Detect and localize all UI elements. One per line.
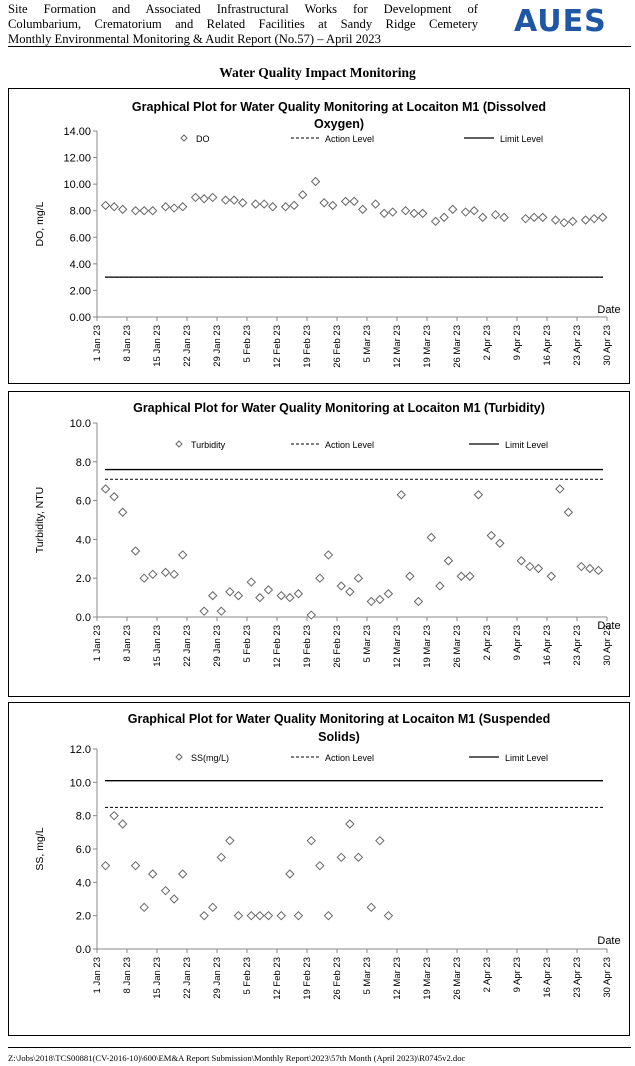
- x-tick-label: 8 Jan 23: [122, 625, 133, 662]
- x-tick-label: 29 Jan 23: [212, 325, 223, 367]
- chart-turbidity: [9, 392, 631, 698]
- footer-divider: [8, 1047, 631, 1048]
- chart-title-line: Solids): [318, 730, 360, 744]
- x-tick-label: 22 Jan 23: [182, 625, 193, 667]
- x-tick-label: 16 Apr 23: [542, 957, 553, 998]
- data-point: [102, 201, 110, 209]
- x-tick-label: 19 Mar 23: [422, 325, 433, 368]
- y-tick-label: 10.0: [69, 777, 91, 790]
- data-point: [402, 207, 410, 215]
- x-tick-label: 29 Jan 23: [212, 625, 223, 667]
- legend-label-series: DO: [196, 134, 210, 144]
- data-point: [552, 216, 560, 224]
- x-tick-label: 16 Apr 23: [542, 325, 553, 366]
- x-tick-label: 16 Apr 23: [542, 625, 553, 666]
- y-tick-label: 2.00: [69, 285, 91, 298]
- y-tick-label: 0.0: [75, 944, 91, 956]
- legend-marker-series: [176, 754, 182, 760]
- data-point: [217, 607, 225, 615]
- data-point: [170, 204, 178, 212]
- data-point: [170, 895, 178, 903]
- data-point: [226, 837, 234, 845]
- data-point: [440, 213, 448, 221]
- x-tick-label: 19 Feb 23: [302, 625, 313, 668]
- x-tick-label: 12 Feb 23: [272, 957, 283, 1000]
- x-tick-label: 26 Feb 23: [332, 957, 343, 1000]
- x-tick-label: 30 Apr 23: [602, 625, 613, 666]
- x-tick-label: 5 Mar 23: [362, 625, 373, 663]
- legend-label-action: Action Level: [325, 440, 375, 450]
- data-point: [200, 607, 208, 615]
- y-tick-label: 2.0: [75, 910, 91, 923]
- data-point: [479, 213, 487, 221]
- data-point: [582, 216, 590, 224]
- x-tick-label: 23 Apr 23: [572, 957, 583, 998]
- x-tick-label: 5 Mar 23: [362, 325, 373, 363]
- data-point: [222, 196, 230, 204]
- data-point: [119, 508, 127, 516]
- data-point: [264, 586, 272, 594]
- data-point: [200, 912, 208, 920]
- x-tick-label: 19 Feb 23: [302, 957, 313, 1000]
- chart-title-line: Graphical Plot for Water Quality Monitoring at Locaiton M1 (Dissolved: [131, 100, 547, 114]
- data-point: [436, 582, 444, 590]
- data-point: [294, 912, 302, 920]
- x-tick-label: 29 Jan 23: [212, 957, 223, 999]
- data-point: [526, 563, 534, 571]
- data-point: [140, 207, 148, 215]
- y-tick-label: 6.0: [75, 844, 91, 856]
- y-tick-label: 6.0: [75, 495, 91, 508]
- data-point: [234, 912, 242, 920]
- x-axis-label: Date: [597, 935, 621, 947]
- data-point: [500, 213, 508, 221]
- data-point: [209, 193, 217, 201]
- x-tick-label: 1 Jan 23: [92, 325, 103, 362]
- data-point: [419, 209, 427, 217]
- data-point: [329, 201, 337, 209]
- x-tick-label: 8 Jan 23: [122, 325, 133, 362]
- x-tick-label: 26 Mar 23: [452, 625, 463, 668]
- y-tick-label: 12.00: [63, 152, 91, 165]
- data-point: [170, 570, 178, 578]
- y-tick-label: 0.0: [75, 612, 91, 624]
- data-point: [179, 551, 187, 559]
- data-point: [269, 203, 277, 211]
- footer-path: Z:\Jobs\2018\TCS00881(CV-2016-10)\600\EM&A Report Submission\Monthly Report\2023\57th Month (April 2023)\R0745v2.doc: [8, 1053, 466, 1063]
- data-point: [372, 200, 380, 208]
- data-point: [350, 197, 358, 205]
- data-point: [110, 203, 118, 211]
- data-point: [299, 191, 307, 199]
- data-point: [496, 539, 504, 547]
- y-tick-label: 2.0: [75, 573, 91, 586]
- data-point: [294, 590, 302, 598]
- data-point: [389, 208, 397, 216]
- data-point: [132, 547, 140, 555]
- y-tick-label: 12.0: [69, 744, 91, 756]
- x-tick-label: 1 Jan 23: [92, 957, 103, 994]
- x-axis-label: Date: [597, 620, 621, 632]
- data-point: [316, 862, 324, 870]
- data-point: [200, 195, 208, 203]
- data-point: [367, 597, 375, 605]
- data-point: [384, 590, 392, 598]
- data-point: [119, 205, 127, 213]
- x-tick-label: 26 Feb 23: [332, 325, 343, 368]
- x-tick-label: 12 Mar 23: [392, 625, 403, 668]
- data-point: [282, 203, 290, 211]
- data-point: [599, 213, 607, 221]
- x-tick-label: 5 Feb 23: [242, 957, 253, 995]
- data-point: [119, 820, 127, 828]
- data-point: [256, 912, 264, 920]
- data-point: [286, 594, 294, 602]
- x-tick-label: 12 Feb 23: [272, 625, 283, 668]
- x-tick-label: 26 Mar 23: [452, 957, 463, 1000]
- x-tick-label: 22 Jan 23: [182, 957, 193, 999]
- chart-panel-turbidity: [8, 391, 630, 697]
- y-tick-label: 8.0: [75, 810, 91, 823]
- x-tick-label: 19 Mar 23: [422, 957, 433, 1000]
- report-header: [8, 2, 478, 47]
- y-axis-label: DO, mg/L: [34, 201, 46, 247]
- x-tick-label: 5 Feb 23: [242, 325, 253, 363]
- data-point: [162, 568, 170, 576]
- data-point: [179, 870, 187, 878]
- data-point: [102, 485, 110, 493]
- data-point: [234, 592, 242, 600]
- data-point: [517, 557, 525, 565]
- data-point: [462, 208, 470, 216]
- x-tick-label: 12 Mar 23: [392, 325, 403, 368]
- data-point: [247, 912, 255, 920]
- y-tick-label: 8.00: [69, 205, 91, 218]
- data-point: [556, 485, 564, 493]
- data-point: [209, 903, 217, 911]
- chart-panel-do: [8, 88, 630, 384]
- data-point: [492, 211, 500, 219]
- chart-panel-ss: [8, 702, 630, 1036]
- x-tick-label: 30 Apr 23: [602, 325, 613, 366]
- data-point: [102, 862, 110, 870]
- x-tick-label: 19 Feb 23: [302, 325, 313, 368]
- y-tick-label: 14.00: [63, 126, 91, 138]
- header-line-1: Site Formation and Associated Infrastructural Works for Development of: [8, 2, 478, 16]
- data-point: [162, 203, 170, 211]
- x-tick-label: 19 Mar 23: [422, 625, 433, 668]
- x-tick-label: 26 Feb 23: [332, 625, 343, 668]
- x-tick-label: 2 Apr 23: [482, 325, 493, 361]
- data-point: [367, 903, 375, 911]
- x-tick-label: 5 Feb 23: [242, 625, 253, 663]
- data-point: [149, 870, 157, 878]
- data-point: [342, 197, 350, 205]
- x-tick-label: 22 Jan 23: [182, 325, 193, 367]
- data-point: [474, 491, 482, 499]
- x-tick-label: 15 Jan 23: [152, 625, 163, 667]
- x-tick-label: 2 Apr 23: [482, 625, 493, 661]
- data-point: [290, 201, 298, 209]
- y-axis-label: SS, mg/L: [34, 827, 46, 871]
- y-tick-label: 4.00: [69, 258, 91, 271]
- data-point: [260, 200, 268, 208]
- legend-label-series: SS(mg/L): [191, 753, 230, 763]
- header-divider: [8, 46, 631, 47]
- data-point: [539, 213, 547, 221]
- data-point: [346, 588, 354, 596]
- data-point: [534, 565, 542, 573]
- data-point: [192, 193, 200, 201]
- data-point: [427, 533, 435, 541]
- data-point: [380, 209, 388, 217]
- data-point: [256, 594, 264, 602]
- section-title: Water Quality Impact Monitoring: [219, 65, 416, 80]
- data-point: [149, 570, 157, 578]
- data-point: [307, 837, 315, 845]
- data-point: [239, 199, 247, 207]
- data-point: [230, 196, 238, 204]
- x-tick-label: 15 Jan 23: [152, 325, 163, 367]
- data-point: [247, 578, 255, 586]
- data-point: [162, 887, 170, 895]
- data-point: [324, 551, 332, 559]
- legend-label-limit: Limit Level: [500, 134, 544, 144]
- x-axis-label: Date: [597, 304, 621, 316]
- data-point: [277, 912, 285, 920]
- data-point: [594, 566, 602, 574]
- y-tick-label: 4.0: [75, 877, 91, 890]
- data-point: [414, 597, 422, 605]
- data-point: [432, 217, 440, 225]
- data-point: [140, 903, 148, 911]
- data-point: [384, 912, 392, 920]
- legend-marker-series: [181, 135, 187, 141]
- y-tick-label: 10.0: [69, 418, 91, 430]
- legend-marker-series: [176, 441, 182, 447]
- x-tick-label: 23 Apr 23: [572, 625, 583, 666]
- chart-title-line: Oxygen): [313, 117, 365, 131]
- data-point: [457, 572, 465, 580]
- data-point: [179, 203, 187, 211]
- y-tick-label: 4.0: [75, 534, 91, 547]
- y-tick-label: 8.0: [75, 456, 91, 469]
- x-tick-label: 8 Jan 23: [122, 957, 133, 994]
- header-line-3: Monthly Environmental Monitoring & Audit Report (No.57) – April 2023: [8, 32, 381, 46]
- y-axis-label: Turbidity, NTU: [34, 486, 46, 554]
- data-point: [316, 574, 324, 582]
- aues-logo: AUES: [514, 4, 607, 39]
- data-point: [110, 812, 118, 820]
- x-tick-label: 1 Jan 23: [92, 625, 103, 662]
- data-point: [346, 820, 354, 828]
- data-point: [547, 572, 555, 580]
- chart-title-line: Graphical Plot for Water Quality Monitoring at Locaiton M1 (Suspended: [127, 712, 551, 726]
- data-point: [406, 572, 414, 580]
- data-point: [376, 837, 384, 845]
- data-point: [337, 853, 345, 861]
- x-tick-label: 9 Apr 23: [512, 625, 523, 661]
- data-point: [286, 870, 294, 878]
- y-tick-label: 6.00: [69, 232, 91, 245]
- data-point: [252, 200, 260, 208]
- data-point: [307, 611, 315, 619]
- x-tick-label: 30 Apr 23: [602, 957, 613, 998]
- data-point: [337, 582, 345, 590]
- chart-suspended-solids: [9, 703, 631, 1037]
- legend-label-action: Action Level: [325, 134, 375, 144]
- data-point: [590, 215, 598, 223]
- data-point: [132, 207, 140, 215]
- data-point: [586, 565, 594, 573]
- data-point: [577, 563, 585, 571]
- y-tick-label: 10.00: [63, 179, 91, 192]
- legend-label-action: Action Level: [325, 753, 375, 763]
- data-point: [397, 491, 405, 499]
- data-point: [312, 177, 320, 185]
- data-point: [209, 592, 217, 600]
- data-point: [354, 853, 362, 861]
- data-point: [217, 853, 225, 861]
- data-point: [226, 588, 234, 596]
- data-point: [277, 592, 285, 600]
- x-tick-label: 9 Apr 23: [512, 957, 523, 993]
- data-point: [564, 508, 572, 516]
- x-tick-label: 12 Mar 23: [392, 957, 403, 1000]
- data-point: [470, 207, 478, 215]
- data-point: [530, 213, 538, 221]
- x-tick-label: 2 Apr 23: [482, 957, 493, 993]
- data-point: [110, 493, 118, 501]
- data-point: [359, 205, 367, 213]
- x-tick-label: 12 Feb 23: [272, 325, 283, 368]
- data-point: [324, 912, 332, 920]
- x-tick-label: 9 Apr 23: [512, 325, 523, 361]
- x-tick-label: 23 Apr 23: [572, 325, 583, 366]
- legend-label-series: Turbidity: [191, 440, 226, 450]
- x-tick-label: 5 Mar 23: [362, 957, 373, 995]
- data-point: [354, 574, 362, 582]
- data-point: [320, 199, 328, 207]
- data-point: [522, 215, 530, 223]
- x-tick-label: 15 Jan 23: [152, 957, 163, 999]
- legend-label-limit: Limit Level: [505, 440, 549, 450]
- data-point: [410, 209, 418, 217]
- data-point: [149, 207, 157, 215]
- data-point: [449, 205, 457, 213]
- header-line-2: Columbarium, Crematorium and Related Facilities at Sandy Ridge Cemetery: [8, 17, 478, 31]
- data-point: [560, 219, 568, 227]
- chart-do: [9, 89, 631, 385]
- data-point: [132, 862, 140, 870]
- x-tick-label: 26 Mar 23: [452, 325, 463, 368]
- data-point: [376, 596, 384, 604]
- data-point: [444, 557, 452, 565]
- chart-title-line: Graphical Plot for Water Quality Monitoring at Locaiton M1 (Turbidity): [133, 401, 545, 415]
- y-tick-label: 0.00: [69, 312, 91, 324]
- data-point: [140, 574, 148, 582]
- data-point: [264, 912, 272, 920]
- data-point: [466, 572, 474, 580]
- legend-label-limit: Limit Level: [505, 753, 549, 763]
- data-point: [487, 532, 495, 540]
- data-point: [569, 217, 577, 225]
